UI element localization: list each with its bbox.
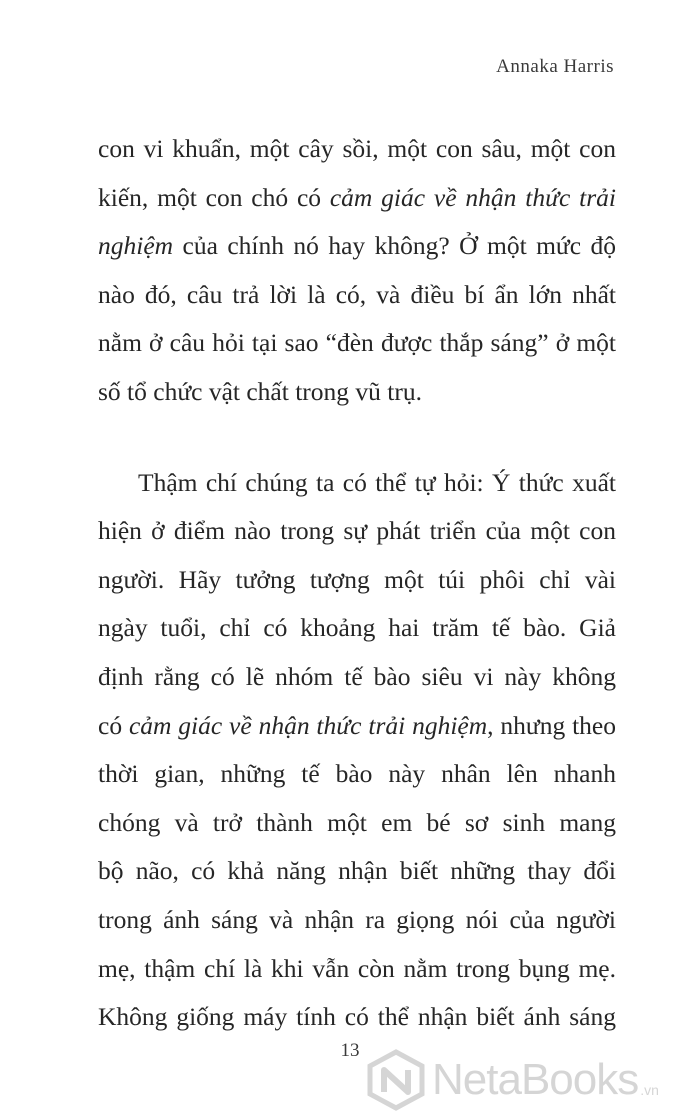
netabooks-logo-icon <box>364 1048 428 1112</box>
paragraph-1 <box>98 125 616 417</box>
text-run: có <box>98 710 129 740</box>
text-run: kiến, một con chó có <box>98 182 330 212</box>
text-line: Thậm chí chúng ta có thể tự hỏi: Ý thức xuất <box>138 467 616 497</box>
watermark-suffix: .vn <box>640 1082 659 1098</box>
text-line: Không giống máy tính có thể nhận biết ánh sáng <box>98 1002 616 1032</box>
netabooks-watermark <box>364 1040 700 1120</box>
text-line: hiện ở điểm nào trong sự phát triển của một con <box>98 516 616 546</box>
text-run: , nhưng theo <box>487 710 616 740</box>
running-head-author: Annaka Harris <box>496 56 614 77</box>
body-text <box>98 125 616 1042</box>
text-line: định rằng có lẽ nhóm tế bào siêu vi này không <box>98 661 616 691</box>
text-line: ngày tuổi, chỉ có khoảng hai trăm tế bào. Giả <box>98 613 616 643</box>
paragraph-spacer <box>98 417 616 459</box>
text-line <box>98 174 616 223</box>
text-line: người. Hãy tưởng tượng một túi phôi chỉ vài <box>98 564 616 594</box>
page-number: 13 <box>340 1040 360 1061</box>
paragraph-2 <box>98 459 616 1042</box>
text-line: chóng và trở thành một em bé sơ sinh mang <box>98 807 616 837</box>
text-line: thời gian, những tế bào này nhân lên nhanh <box>98 759 616 789</box>
text-line: mẹ, thậm chí là khi vẫn còn nằm trong bụng mẹ. <box>98 953 616 983</box>
italic-phrase: cảm giác về nhận thức trải <box>329 182 616 212</box>
italic-phrase: cảm giác về nhận thức trải nghiệm <box>128 710 488 740</box>
text-run: của chính nó hay không? Ở một mức độ <box>173 231 616 261</box>
text-line <box>98 222 616 271</box>
italic-phrase: nghiệm <box>98 231 174 261</box>
text-line: con vi khuẩn, một cây sồi, một con sâu, một con <box>98 134 616 163</box>
text-line: nào đó, câu trả lời là có, và điều bí ẩn lớn nhất <box>98 279 616 309</box>
text-line: bộ não, có khả năng nhận biết những thay đổi <box>98 856 616 886</box>
text-line: số tổ chức vật chất trong vũ trụ. <box>98 376 422 406</box>
text-line: nằm ở câu hỏi tại sao “đèn được thắp sáng” ở một <box>98 328 616 358</box>
text-line <box>98 702 616 751</box>
text-line: trong ánh sáng và nhận ra giọng nói của người <box>98 904 616 934</box>
watermark-brand: NetaBooks <box>432 1055 639 1104</box>
